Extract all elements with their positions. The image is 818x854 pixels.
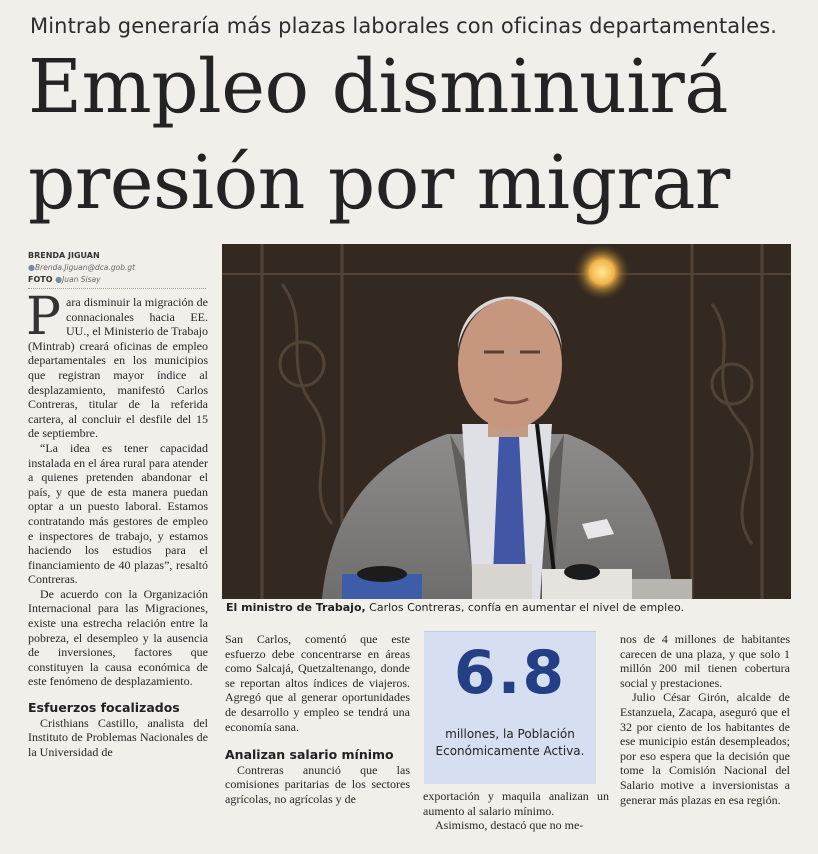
subheading: Analizan salario mínimo [225, 747, 394, 763]
article-column-2 [225, 632, 410, 807]
caption-lead: El ministro de Trabajo, [226, 601, 366, 614]
paragraph: “La idea es tener capacidad instalada en el área rural para atender a quienes pretenden abandonar el país, y que de esta manera puedan optar a un puesto laboral. Estamos contratando más gestores de empleo e inspectores de trabajo, y estamos haciendo los estudios para el financiamiento de 40 plazas”, resaltó Contreras. [28, 440, 208, 587]
photo-credit-label: FOTO [28, 275, 53, 284]
article-column-1 [26, 287, 208, 759]
article-kicker: Mintrab generaría más plazas laborales con oficinas departamentales. [30, 14, 778, 38]
drop-cap: P [26, 287, 61, 347]
paragraph: exportación y maquila analizan un aumento al salario mínimo. [423, 789, 609, 818]
paragraph: ara disminuir la migración de connacionales hacia EE. UU., el Ministerio de Trabajo (Mintrab) creará oficinas de empleo departamentales en los municipios que registran mayor índice al desplazamiento, manifestó Carlos Contreras, titular de la referida cartera, al concluir el desfile del 15 de septiembre. [28, 295, 208, 441]
subheading: Esfuerzos focalizados [28, 700, 180, 716]
byline: BRENDA JIGUAN ●Brenda.Jiguan@dca.gob.gt FOTO ●Juan Sisay [28, 250, 206, 289]
stat-label: millones, la Población Económicamente Activa. [435, 727, 585, 758]
paragraph: San Carlos, comentó que este esfuerzo debe concentrarse en áreas como Salcajá, Quetzaltenango, donde se reportan altos índices de viajeros. Agregó que al generar oportunidades de desarrollo y empleo se tendrá una economía sana. [225, 632, 410, 734]
article-column-4 [620, 632, 790, 807]
headline-line-1: Empleo disminuirá [28, 44, 728, 130]
author-email: Brenda.Jiguan@dca.gob.gt [34, 263, 136, 272]
paragraph: nos de 4 millones de habitantes carecen de una plaza, y que solo 1 millón 200 mil tienen cobertura social y prestaciones. [620, 632, 790, 690]
photo-caption [226, 601, 796, 614]
paragraph: Julio César Girón, alcalde de Estanzuela, Zacapa, aseguró que el 32 por ciento de los habitantes de ese municipio están desempleados; por eso espera que la decisión que tome la Comisión Nacional del Salario motive a inversionistas a generar más plazas en esa región. [620, 690, 790, 807]
minister-photo [222, 244, 791, 599]
stat-box [424, 631, 596, 784]
paragraph: Contreras anunció que las comisiones paritarias de los sectores agrícolas, no agrícolas y de [225, 762, 410, 806]
paragraph: De acuerdo con la Organización Internacional para las Migraciones, existe una estrecha relación entre la pobreza, el desempleo y la ausencia de inversiones, factores que constituyen la causa económica de este fenómeno de desplazamiento. [28, 586, 208, 689]
paragraph: Cristhians Castillo, analista del Instituto de Problemas Nacionales de la Universidad de [28, 715, 208, 759]
caption-text: Carlos Contreras, confía en aumentar el nivel de empleo. [365, 601, 685, 614]
headline-line-2: presión por migrar [28, 140, 730, 226]
stat-value: 6.8 [453, 638, 567, 708]
author-name: BRENDA JIGUAN [28, 251, 100, 260]
article-column-3 [423, 789, 609, 833]
paragraph: Asimismo, destacó que no me- [435, 818, 584, 833]
photographer-name: Juan Sisay [62, 275, 101, 284]
